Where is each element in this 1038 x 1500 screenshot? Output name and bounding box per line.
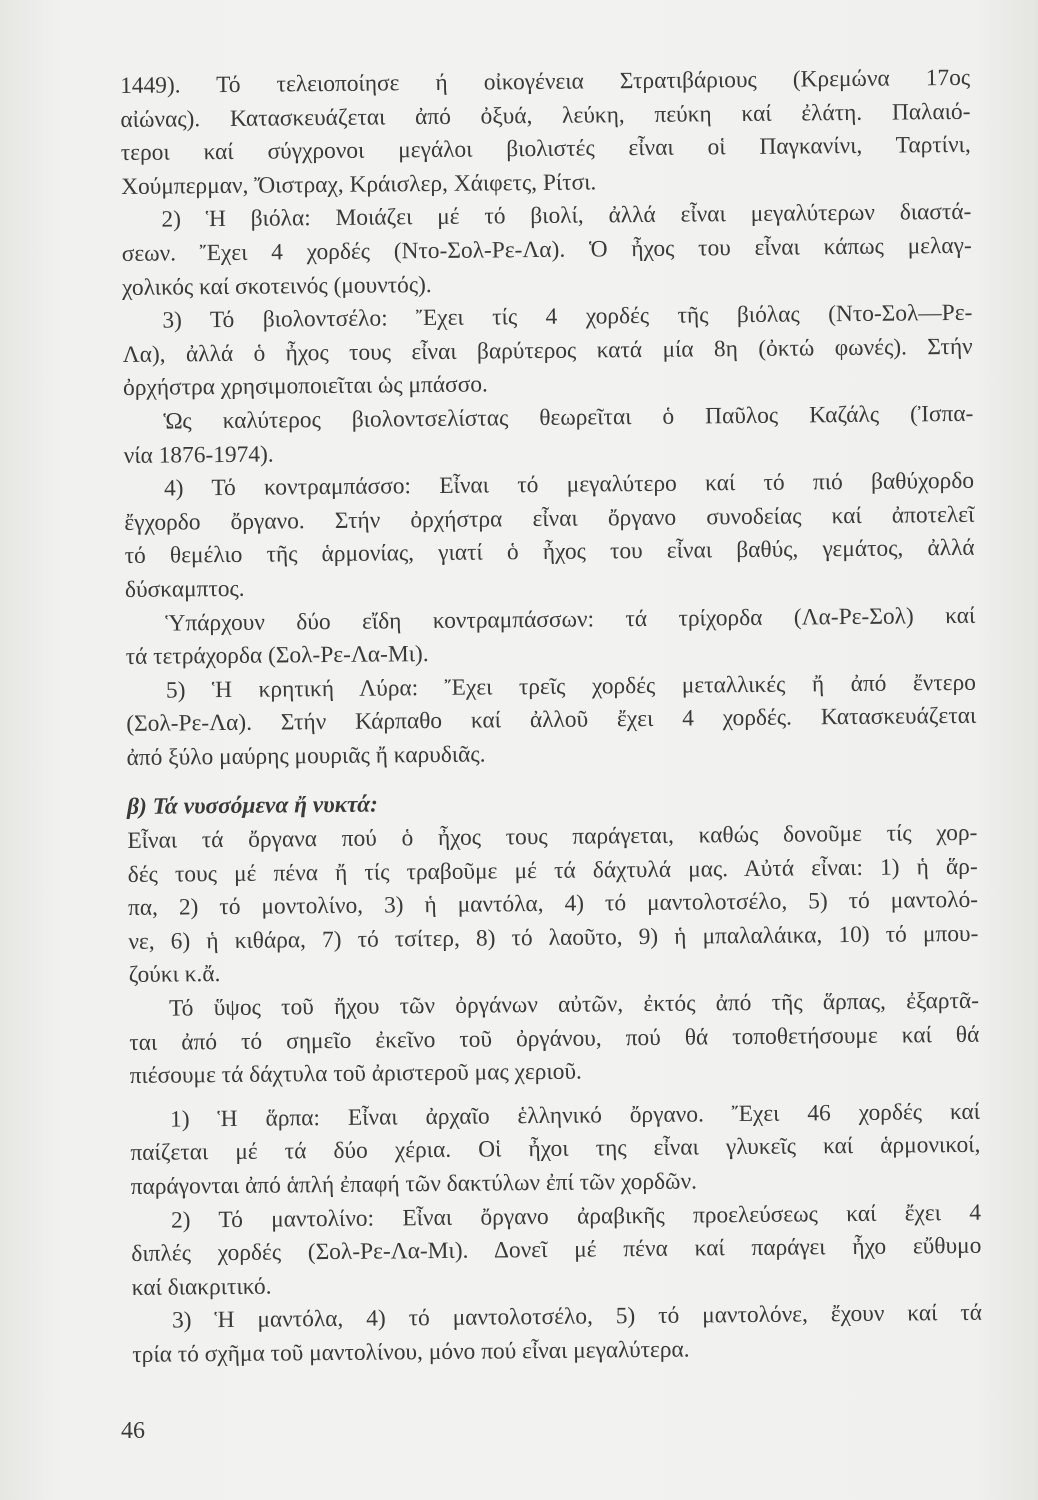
text-line: καί διακριτικό.: [131, 1273, 272, 1301]
text-line: τρία τό σχῆμα τοῦ μαντολίνου, μόνο πού εἶναι μεγαλύτερα.: [132, 1336, 690, 1368]
text-line: Ὡς καλύτερος βιολοντσελίστας θεωρεῖται ὁ Παῦλος Καζάλς (Ἰσπα-: [163, 400, 974, 435]
text-line: τεροι καί σύγχρονοι μεγάλοι βιολιστές εἶναι οἱ Παγκανίνι, Ταρτίνι,: [120, 132, 971, 167]
text-line: Ὑπάρχουν δύο εἴδη κοντραμπάσσων: τά τρίχορδα (Λα-Ρε-Σολ) καί: [165, 602, 976, 637]
text-line: νε, 6) ἡ κιθάρα, 7) τό τσίτερ, 8) τό λαοῦτο, 9) ἡ μπαλαλάικα, 10) τό μπου-: [128, 920, 979, 955]
text-line: ται ἀπό τό σημεῖο ἐκεῖνο τοῦ ὀργάνου, πού θά τοποθετήσουμε καί θά: [129, 1021, 980, 1056]
page-number: 46: [121, 1418, 145, 1444]
text-line: τό θεμέλιο τῆς ἁρμονίας, γιατί ὁ ἦχος του εἶναι βαθύς, γεμάτος, ἀλλά: [124, 535, 975, 570]
text-line: 3) Τό βιολοντσέλο: Ἔχει τίς 4 χορδές τῆς βιόλας (Ντο-Σολ—Ρε-: [162, 299, 973, 334]
text-line: δύσκαμπτος.: [124, 575, 245, 603]
text-line: Τό ὕψος τοῦ ἤχου τῶν ὀργάνων αὐτῶν, ἐκτός ἀπό τῆς ἅρπας, ἐξαρτᾶ-: [168, 987, 980, 1022]
text-line: πα, 2) τό μοντολίνο, 3) ἡ μαντόλα, 4) τό μαντολοτσέλο, 5) τό μαντολό-: [127, 887, 979, 922]
text-line: ἔγχορδο ὄργανο. Στήν ὀρχήστρα εἶναι ὄργανο συνοδείας καί ἀποτελεῖ: [124, 501, 975, 536]
text-line: 1449). Τό τελειοποίησε ή οἰκογένεια Στρατιβάριους (Κρεμώνα 17ος: [120, 64, 971, 99]
text-line: 1) Ἡ ἅρπα: Εἶναι ἀρχαῖο ἑλληνικό ὄργανο. Ἔχει 46 χορδές καί: [169, 1098, 981, 1133]
text-line: Χούμπερμαν, Ὄιστραχ, Κράισλερ, Χάιφετς, Ρίτσι.: [120, 169, 597, 200]
text-line: 2) Ἡ βιόλα: Μοιάζει μέ τό βιολί, ἀλλά εἶναι μεγαλύτερων διαστά-: [161, 199, 972, 233]
text-line: νία 1876-1974).: [123, 441, 274, 469]
text-line: παίζεται μέ τά δύο χέρια. Οἱ ἦχοι της εἶναι γλυκεῖς καί ἁρμονικοί,: [130, 1132, 981, 1167]
text-line: ὀρχήστρα χρησιμοποιεῖται ὡς μπάσσο.: [122, 371, 488, 402]
text-line: Εἶναι τά ὄργανα πού ὁ ἦχος τους παράγεται, καθώς δονοῦμε τίς χορ-: [127, 819, 978, 855]
section-heading: β) Τά νυσσόμενα ἤ νυκτά:: [126, 792, 378, 821]
text-line: (Σολ-Ρε-Λα). Στήν Κάρπαθο καί ἀλλοῦ ἔχει 4 χορδές. Κατασκευάζεται: [126, 703, 977, 738]
page-text: [120, 62, 982, 1373]
text-line: δές τους μέ πένα ἤ τίς τραβοῦμε μέ τά δάχτυλά μας. Αὐτά εἶναι: 1) ἡ ἅρ-: [127, 853, 978, 888]
text-line: Λα), ἀλλά ὁ ἦχος τους εἶναι βαρύτερος κατά μία 8η (ὀκτώ φωνές). Στήν: [122, 333, 973, 368]
text-line: 2) Τό μαντολίνο: Εἶναι ὄργανο ἀραβικῆς προελεύσεως καί ἔχει 4: [170, 1199, 982, 1234]
text-line: 3) Ἡ μαντόλα, 4) τό μαντολοτσέλο, 5) τό μαντολόνε, ἔχουν καί τά: [171, 1300, 983, 1334]
text-line: χολικός καί σκοτεινός (μουντός).: [121, 271, 432, 301]
text-line: διπλές χορδές (Σολ-Ρε-Λα-Μι). Δονεῖ μέ πένα καί παράγει ἦχο εὔθυμο: [131, 1232, 982, 1268]
text-line: τά τετράχορδα (Σολ-Ρε-Λα-Μι).: [125, 641, 429, 671]
text-line: παράγονται ἀπό ἁπλή ἐπαφή τῶν δακτύλων ἐπί τῶν χορδῶν.: [130, 1168, 698, 1200]
text-line: σεων. Ἔχει 4 χορδές (Ντο-Σολ-Ρε-Λα). Ὁ ἦχος του εἶναι κάπως μελαγ-: [121, 232, 972, 267]
text-line: ζούκι κ.ἄ.: [128, 961, 221, 989]
text-line: αἰώνας). Κατασκευάζεται ἀπό ὀξυά, λεύκη, πεύκη καί ἐλάτη. Παλαιό-: [120, 98, 971, 133]
text-line: 5) Ἡ κρητική Λύρα: Ἔχει τρεῖς χορδές μεταλλικές ἤ ἀπό ἔντερο: [165, 669, 977, 704]
text-line: 4) Τό κοντραμπάσσο: Εἶναι τό μεγαλύτερο καί τό πιό βαθύχορδο: [163, 467, 975, 502]
text-line: πιέσουμε τά δάχτυλα τοῦ ἀριστεροῦ μας χεριοῦ.: [129, 1058, 582, 1090]
text-line: ἀπό ξύλο μαύρης μουριᾶς ἤ καρυδιᾶς.: [126, 741, 486, 771]
